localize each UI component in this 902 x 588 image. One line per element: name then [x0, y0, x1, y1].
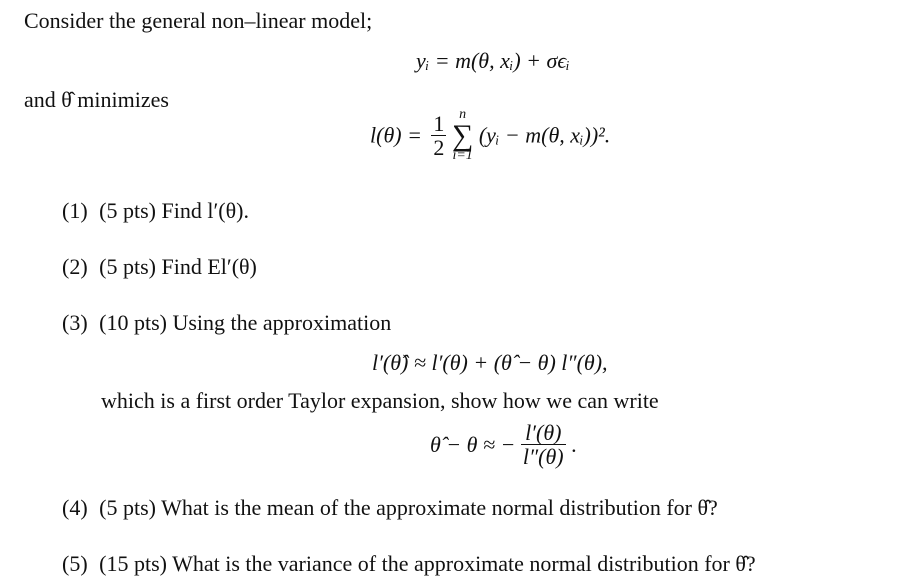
question-number: (1): [62, 198, 88, 223]
summation: [452, 108, 473, 163]
question-number: (2): [62, 254, 88, 279]
question-text: (10 pts) Using the approximation: [99, 310, 392, 335]
question-number: (3): [62, 310, 88, 335]
sigma-icon: ∑: [451, 119, 474, 152]
question-1: [62, 200, 249, 222]
taylor-followup-text: which is a first order Taylor expansion, show how we can write: [101, 388, 659, 413]
sum-lower-limit: i=1: [452, 148, 473, 163]
one-half-fraction: [431, 110, 446, 160]
loss-lhs: l(θ) =: [370, 122, 422, 148]
fraction-denominator: 2: [433, 134, 445, 160]
result-equation: [430, 422, 577, 468]
question-text: (5 pts) What is the mean of the approximate normal distribution for θ̂?: [99, 495, 718, 520]
question-5: [62, 553, 756, 575]
result-denominator: l″(θ): [522, 444, 564, 469]
and-minimizes-text: and θ̂ minimizes: [24, 87, 169, 112]
loss-rhs: (yᵢ − m(θ, xᵢ))².: [478, 122, 611, 148]
result-lhs: θ̂ − θ ≈ −: [430, 432, 516, 457]
question-number: (5): [62, 551, 88, 576]
question-3: [62, 312, 391, 334]
result-period: .: [571, 432, 577, 457]
question-2: [62, 256, 257, 278]
question-text: (15 pts) What is the variance of the approximate normal distribution for θ̂?: [99, 551, 756, 576]
question-4: [62, 497, 718, 519]
result-numerator: l′(θ): [525, 420, 562, 445]
sum-upper-limit: n: [459, 107, 467, 122]
taylor-approximation: l′(θ̂) ≈ l′(θ) + (θ̂ − θ) l″(θ),: [372, 350, 608, 375]
intro-text: Consider the general non–linear model;: [24, 8, 373, 33]
question-number: (4): [62, 495, 88, 520]
loss-equation: [370, 108, 610, 163]
model-equation: yᵢ = m(θ, xᵢ) + σϵᵢ: [416, 48, 570, 73]
question-text: (5 pts) Find l′(θ).: [99, 198, 249, 223]
result-fraction: [521, 422, 566, 468]
fraction-numerator: 1: [433, 110, 445, 136]
question-text: (5 pts) Find El′(θ): [99, 254, 257, 279]
